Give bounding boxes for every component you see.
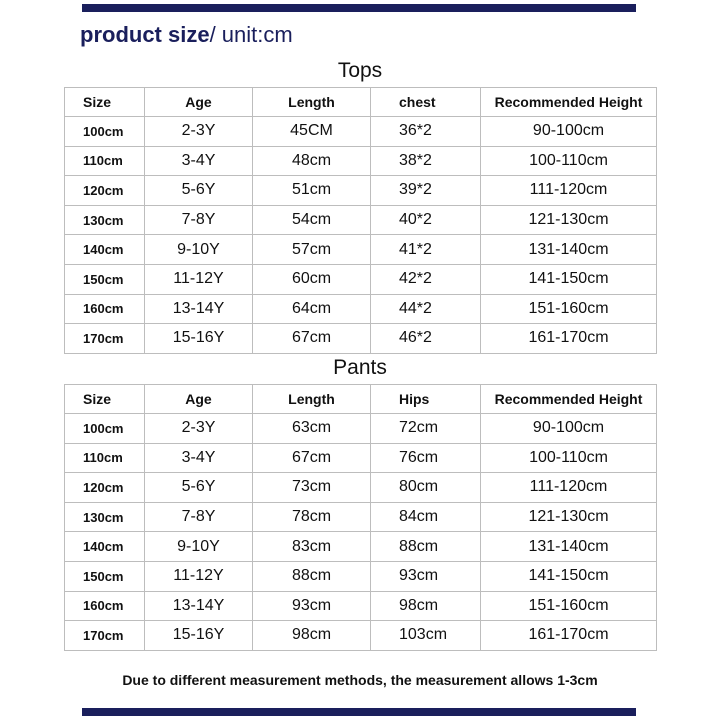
table-row [65, 591, 657, 621]
table-row [65, 205, 657, 235]
table-cell: 83cm [253, 532, 371, 562]
page-title-unit: / unit:cm [209, 22, 293, 47]
table-cell: 42*2 [371, 264, 481, 294]
table-cell: 64cm [253, 294, 371, 324]
table-cell: 15-16Y [145, 324, 253, 354]
table-cell: 110cm [65, 146, 145, 176]
table-cell: 160cm [65, 591, 145, 621]
table-cell: 13-14Y [145, 294, 253, 324]
table-cell: 110cm [65, 443, 145, 473]
table-cell: 5-6Y [145, 473, 253, 503]
table-row [65, 117, 657, 147]
table-cell: 140cm [65, 532, 145, 562]
table-cell: 100-110cm [481, 443, 657, 473]
table-cell: 98cm [371, 591, 481, 621]
table-cell: 46*2 [371, 324, 481, 354]
table-cell: 160cm [65, 294, 145, 324]
table-row [65, 532, 657, 562]
table-cell: 121-130cm [481, 205, 657, 235]
table-row [65, 264, 657, 294]
table-cell: 150cm [65, 561, 145, 591]
table-cell: 103cm [371, 621, 481, 651]
table-cell: 44*2 [371, 294, 481, 324]
table-row [65, 235, 657, 265]
table-cell: 2-3Y [145, 414, 253, 444]
table-cell: 41*2 [371, 235, 481, 265]
page-title-bold: product size [80, 22, 210, 47]
table-cell: 93cm [253, 591, 371, 621]
top-accent-bar [82, 4, 636, 12]
table-cell: 13-14Y [145, 591, 253, 621]
column-header: Recommended Height [481, 88, 657, 117]
table-cell: 2-3Y [145, 117, 253, 147]
table-row [65, 414, 657, 444]
table-cell: 170cm [65, 324, 145, 354]
table-cell: 100cm [65, 117, 145, 147]
table-row [65, 294, 657, 324]
table-cell: 60cm [253, 264, 371, 294]
table-cell: 7-8Y [145, 502, 253, 532]
table-cell: 11-12Y [145, 264, 253, 294]
table-cell: 98cm [253, 621, 371, 651]
table-cell: 80cm [371, 473, 481, 503]
table-cell: 11-12Y [145, 561, 253, 591]
table-row [65, 443, 657, 473]
table-cell: 121-130cm [481, 502, 657, 532]
table-cell: 170cm [65, 621, 145, 651]
table-cell: 84cm [371, 502, 481, 532]
table-row [65, 146, 657, 176]
column-header: Length [253, 385, 371, 414]
table-row [65, 473, 657, 503]
table-cell: 131-140cm [481, 235, 657, 265]
pants-size-table [64, 384, 657, 651]
table-cell: 130cm [65, 205, 145, 235]
tops-size-table [64, 87, 657, 354]
table-row [65, 176, 657, 206]
table-row [65, 324, 657, 354]
table-header-row [65, 385, 657, 414]
column-header: Age [145, 88, 253, 117]
table-cell: 67cm [253, 324, 371, 354]
table-cell: 151-160cm [481, 591, 657, 621]
table-cell: 151-160cm [481, 294, 657, 324]
table-cell: 130cm [65, 502, 145, 532]
tops-section-title: Tops [337, 59, 383, 82]
table-cell: 7-8Y [145, 205, 253, 235]
column-header: Size [65, 88, 145, 117]
table-cell: 100-110cm [481, 146, 657, 176]
table-cell: 38*2 [371, 146, 481, 176]
table-cell: 9-10Y [145, 235, 253, 265]
table-cell: 150cm [65, 264, 145, 294]
table-cell: 54cm [253, 205, 371, 235]
table-cell: 63cm [253, 414, 371, 444]
table-cell: 5-6Y [145, 176, 253, 206]
table-cell: 45CM [253, 117, 371, 147]
table-row [65, 502, 657, 532]
measurement-note: Due to different measurement methods, the measurement allows 1-3cm [122, 672, 598, 688]
table-cell: 67cm [253, 443, 371, 473]
column-header: chest [371, 88, 481, 117]
table-cell: 93cm [371, 561, 481, 591]
column-header: Size [65, 385, 145, 414]
table-cell: 73cm [253, 473, 371, 503]
table-cell: 140cm [65, 235, 145, 265]
table-header-row [65, 88, 657, 117]
table-row [65, 561, 657, 591]
table-row [65, 621, 657, 651]
table-cell: 48cm [253, 146, 371, 176]
table-cell: 120cm [65, 176, 145, 206]
table-cell: 161-170cm [481, 621, 657, 651]
table-cell: 39*2 [371, 176, 481, 206]
table-cell: 3-4Y [145, 443, 253, 473]
column-header: Length [253, 88, 371, 117]
column-header: Age [145, 385, 253, 414]
table-cell: 36*2 [371, 117, 481, 147]
table-cell: 88cm [371, 532, 481, 562]
table-cell: 120cm [65, 473, 145, 503]
column-header: Recommended Height [481, 385, 657, 414]
table-cell: 76cm [371, 443, 481, 473]
table-cell: 161-170cm [481, 324, 657, 354]
table-cell: 88cm [253, 561, 371, 591]
pants-section-title: Pants [333, 356, 387, 379]
table-cell: 90-100cm [481, 117, 657, 147]
table-cell: 141-150cm [481, 561, 657, 591]
table-cell: 131-140cm [481, 532, 657, 562]
table-cell: 51cm [253, 176, 371, 206]
table-cell: 72cm [371, 414, 481, 444]
table-cell: 3-4Y [145, 146, 253, 176]
table-cell: 111-120cm [481, 473, 657, 503]
table-cell: 40*2 [371, 205, 481, 235]
table-cell: 100cm [65, 414, 145, 444]
table-cell: 111-120cm [481, 176, 657, 206]
column-header: Hips [371, 385, 481, 414]
table-cell: 57cm [253, 235, 371, 265]
bottom-accent-bar [82, 708, 636, 716]
table-cell: 90-100cm [481, 414, 657, 444]
table-cell: 141-150cm [481, 264, 657, 294]
page-title [80, 20, 293, 50]
table-cell: 78cm [253, 502, 371, 532]
table-cell: 9-10Y [145, 532, 253, 562]
table-cell: 15-16Y [145, 621, 253, 651]
